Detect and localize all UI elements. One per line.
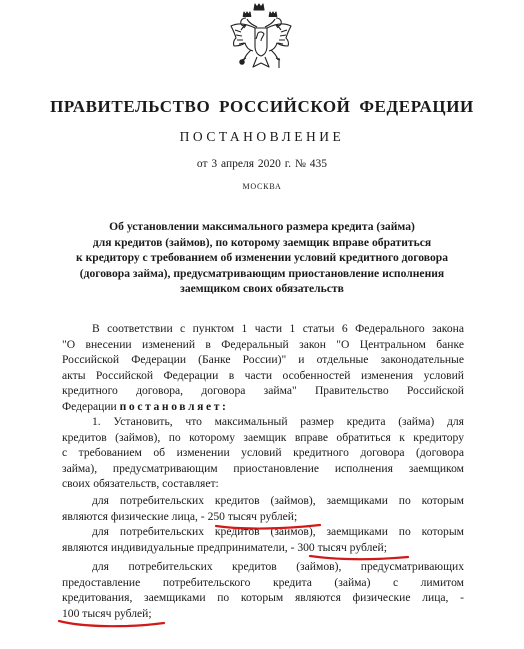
document-date-number: от 3 апреля 2020 г. № 435 — [196, 158, 328, 170]
text-fragment: Федерации — [62, 399, 120, 413]
text-line: предоставление потребительского кредита (займа) с лимитом — [62, 575, 464, 589]
text-line: для потребительских кредитов (займов), заемщиками по которым — [92, 494, 464, 507]
consumer-loan-amount: 250 тысяч рублей — [207, 509, 294, 523]
text-fragment: ; — [383, 540, 387, 554]
entrepreneur-loan-item — [62, 524, 464, 555]
text-line: "О внесении изменений в Федеральный закон "О Центральном банке — [62, 337, 464, 351]
text-line: акты Российской Федерации в части особенностей изменения условий — [62, 368, 464, 382]
entrepreneur-loan-amount: 300 тысяч рублей — [297, 540, 384, 554]
heading-line: для кредитов (займов), по которому заемщик вправе обратиться — [92, 235, 432, 249]
text-line — [62, 399, 464, 415]
text-fragment: ; — [148, 606, 152, 620]
clause-1-paragraph — [62, 414, 464, 492]
text-line — [62, 509, 464, 525]
heading-line: (договора займа), предусматривающим приостановление исполнения — [79, 266, 445, 280]
text-line: кредитования, заемщиками по которым являются физические лица, - — [62, 591, 464, 605]
decrees-word: постановляет — [119, 399, 223, 413]
government-title: ПРАВИТЕЛЬСТВО РОССИЙСКОЙ ФЕДЕРАЦИИ — [50, 97, 474, 116]
text-line: с требованием об изменении условий кредитного договора (договора — [62, 446, 464, 460]
text-fragment: являются индивидуальные предприниматели, - — [62, 540, 298, 554]
document-type: ПОСТАНОВЛЕНИЕ — [179, 129, 345, 144]
credit-limit-loan-item — [62, 559, 464, 621]
text-fragment: : — [222, 399, 229, 413]
text-line: 1. Установить, что максимальный размер кредита (займа) для — [92, 415, 464, 428]
heading-line: заемщиком своих обязательств — [180, 282, 344, 296]
document-city: МОСКВА — [242, 182, 282, 191]
text-line: для потребительских кредитов (займов), предусматривающих — [92, 560, 464, 573]
credit-limit-loan-amount: 100 тысяч рублей — [62, 606, 149, 620]
text-line: кредитов (займов), по которому заемщик вправе обратиться к кредитору — [62, 430, 464, 444]
text-fragment: являются физические лица, - — [62, 509, 208, 523]
consumer-loan-item — [62, 493, 464, 524]
text-line: для потребительских кредитов (займов), заемщиками по которым — [92, 525, 464, 538]
document-heading — [40, 219, 484, 297]
heading-line: Об установлении максимального размера кредита (займа) — [109, 220, 415, 233]
text-line: Российской Федерации (Банке России)" и отдельные законодательные — [62, 353, 464, 367]
text-line — [62, 606, 464, 622]
text-line: своих обязательств, составляет: — [62, 477, 219, 491]
text-line: В соответствии с пунктом 1 части 1 статьи 6 Федерального закона — [92, 322, 464, 335]
text-fragment: ; — [293, 509, 298, 523]
text-line: займа), предусматривающим приостановление исполнения заемщиком — [62, 461, 464, 475]
heading-line: к кредитору с требованием об изменении условий кредитного договора — [75, 251, 449, 265]
double-headed-eagle-emblem — [229, 2, 293, 76]
text-line: кредитного договора, договора займа" Правительство Российской — [62, 384, 464, 398]
text-line — [62, 540, 464, 556]
preamble-paragraph — [62, 321, 464, 415]
